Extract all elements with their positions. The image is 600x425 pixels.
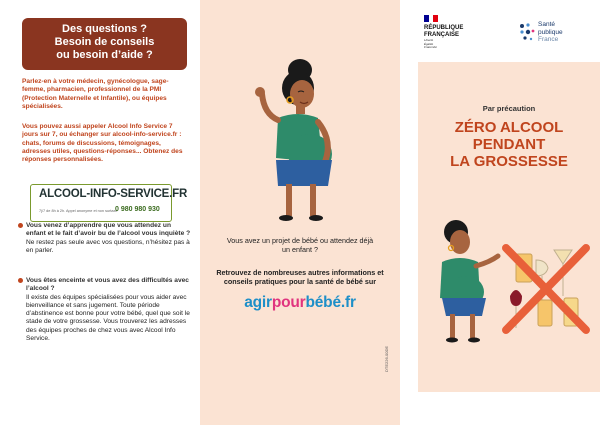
right-panel: [400, 0, 600, 425]
pregnant-woman-refusing-glasses-illustration: [426, 210, 596, 346]
flag-icon: [424, 15, 438, 22]
pregnant-woman-waving-illustration: [238, 56, 358, 228]
precaution-label: Par précaution: [482, 104, 536, 113]
motto-fraternite: Fraternité: [424, 45, 437, 50]
site-part-agir: agir: [244, 294, 272, 311]
motto-liberte: Liberté: [424, 38, 434, 42]
headline-line: ZÉRO ALCOOL: [454, 119, 564, 136]
republique-text-1: RÉPUBLIQUE: [424, 25, 464, 31]
bullet-icon: [18, 223, 23, 228]
left-panel: [0, 0, 200, 425]
questions-title-line: Besoin de conseils: [54, 36, 155, 48]
questions-title-line: Des questions ?: [62, 23, 147, 35]
question-block-2: [26, 277, 191, 343]
more-info-text: Retrouvez de nombreuses autres informations et conseils pratiques pour la santé de bébé sur: [216, 268, 384, 286]
reference-code: DTE226-00DE: [384, 345, 389, 372]
site-part-pour: pour: [271, 294, 306, 311]
question-1-title: Vous venez d’apprendre que vous attendez un enfant et le fait d’avoir bu de l’alcool vous inquiète ?: [26, 222, 191, 238]
headline-line: PENDANT: [472, 136, 546, 153]
baby-project-question: Vous avez un projet de bébé ou attendez déjà un enfant ?: [226, 236, 374, 254]
cover-box: [418, 62, 600, 392]
questions-title-box: [22, 18, 187, 70]
spf-text-1: Santé: [538, 21, 555, 28]
questions-title-line: ou besoin d’aide ?: [56, 49, 153, 61]
republique-text-2: FRANÇAISE: [424, 31, 460, 38]
headline: [418, 119, 600, 170]
headline-line: LA GROSSESSE: [450, 153, 568, 170]
alcool-info-service-text: Vous pouvez aussi appeler Alcool Info Service 7 jours sur 7, ou échanger sur alcool-info-service.fr : chats, forums de discussions, témoignages, adresses utiles, questions-réponses... Obtenez des réponses personnalisées.: [22, 123, 183, 164]
question-1-text: Ne restez pas seule avec vos questions, n’hésitez pas à en parler.: [26, 238, 190, 254]
spf-text-3: France: [538, 36, 559, 43]
ais-hours-text: 7j/7 de 8h à 2h. Appel anonyme et non surtaxé: [39, 209, 118, 213]
motto-egalite: Égalité: [424, 41, 434, 46]
sante-publique-dots-icon: [518, 22, 536, 44]
site-part-tld: .fr: [340, 294, 356, 311]
contact-professionals-text: Parlez-en à votre médecin, gynécologue, sage-femme, pharmacien, professionnel de la PMI (Protection Maternelle et Infantile), ou équipes spécialisées.: [22, 78, 169, 110]
ais-logo-text: ALCOOL-INFO-SERVICE.FR: [39, 188, 188, 200]
middle-panel: [200, 0, 400, 425]
alcool-info-service-logo: [30, 184, 188, 222]
question-block-1: [26, 222, 191, 255]
site-part-bebe: bébé: [305, 294, 341, 311]
ais-phone-number: 0 980 980 930: [115, 206, 160, 213]
question-2-text: Il existe des équipes spécialisées pour vous aider avec bienveillance et sans jugement. Toute période d’abstinence est bonne pour votre bébé, quel que soit le stade de votre grossesse. Vous trouverez les adresses des équipes proches de chez vous avec Alcool Info Service.: [26, 293, 190, 343]
spf-text-2: publique: [538, 28, 563, 36]
marianne-logo: [424, 15, 463, 50]
agir-pour-bebe-link[interactable]: [218, 294, 382, 312]
question-2-title: Vous êtes enceinte et vous avez des difficultés avec l’alcool ?: [26, 277, 189, 293]
bullet-icon: [18, 278, 23, 283]
